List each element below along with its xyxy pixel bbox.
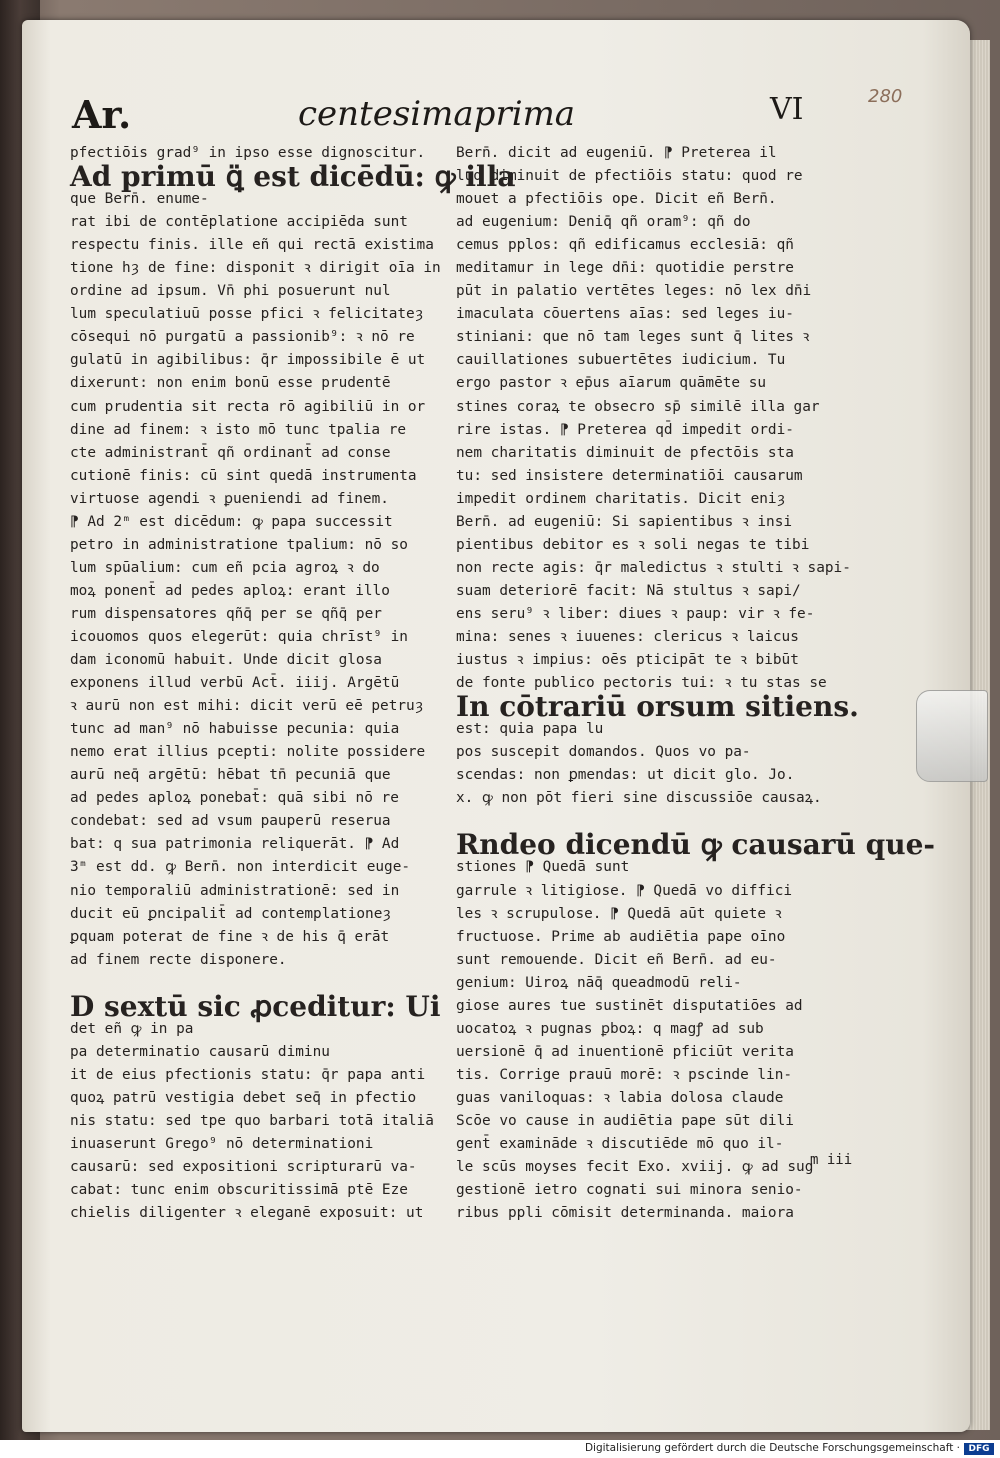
text-line: quoꝝ patrū vestigia debet seq̄ in pfectio <box>70 1089 417 1106</box>
header-folio: VI <box>770 92 804 127</box>
text-line: Ad primū ꝗ̈ est dicēdū: ꝙ illa <box>70 160 516 194</box>
dfg-logo: DFG <box>964 1443 994 1455</box>
text-line: it de eius pfectionis statu: q̄r papa anti <box>70 1066 426 1083</box>
text-line: genium: Uiroꝝ nāq̄ queadmodū reli- <box>456 974 742 991</box>
text-line: In cōtrariū orsum sitiens. <box>456 690 859 724</box>
text-line: ens seru⁹ ꝛ liber: diues ꝛ paup: vir ꝛ fe- <box>456 605 815 622</box>
text-line: condebat: sed ad vsum pauperū reserua <box>70 813 391 830</box>
text-line: non recte agis: q̄r maledictus ꝛ stulti ꝛ sapi- <box>456 559 851 576</box>
text-line: imaculata cōuertens aīas: sed leges iu- <box>456 306 794 323</box>
header-left: Ar. <box>72 92 132 137</box>
text-line: de fonte publico pectoris tui: ꝛ tu stas se <box>456 675 827 692</box>
text-line: exponens illud verbū Act̄. iiij. Argētū <box>70 675 400 692</box>
text-line: rat ibi de contēplatione accipiēda sunt <box>70 214 408 231</box>
text-line: cum prudentia sit recta rō agibiliū in or <box>70 398 426 415</box>
text-line: petro in administratione tpalium: nō so <box>70 536 408 553</box>
text-line: tunc ad man⁹ nō habuisse pecunia: quia <box>70 721 400 738</box>
text-line: guas vaniloquas: ꝛ labia dolosa claude <box>456 1089 784 1106</box>
text-line: tis. Corrige prauū morē: ꝛ pscinde lin- <box>456 1066 793 1083</box>
text-line: x. ꝙ non pōt fieri sine discussiōe causaꝝ. <box>456 790 822 807</box>
text-line: icouomos quos elegerūt: quia chrīst⁹ in <box>70 628 408 645</box>
text-line: sunt remouende. Dicit eñ Bern̄. ad eu- <box>456 951 777 968</box>
text-line: Scōe vo cause in audiētia pape sūt dili <box>456 1112 794 1129</box>
text-line: ꝑquam poterat de fine ꝛ de his q̄ erāt <box>70 928 390 945</box>
text-line: pos suscepit domandos. Quos vo pa- <box>456 744 751 761</box>
text-line: virtuose agendi ꝛ ꝑueniendi ad finem. <box>70 490 389 507</box>
text-line: uocatoꝝ ꝛ pugnas ꝑboꝝ: q magꝭ ad sub <box>456 1020 764 1037</box>
text-line: gestionē ietro cognati sui minora senio- <box>456 1182 803 1199</box>
text-line: cemus pplos: qñ edificamus ecclesiā: qñ <box>456 237 794 254</box>
text-line: ꝛ aurū non est mihi: dicit verū eē petruȝ <box>70 698 424 715</box>
text-line: pientibus debitor es ꝛ soli negas te tibi <box>456 536 810 553</box>
signature-mark: m iii <box>810 1152 853 1168</box>
text-line: causarū: sed expositioni scripturarū va- <box>70 1159 417 1176</box>
text-line: nio temporaliū administrationē: sed in <box>70 882 400 899</box>
text-line: 3ᵐ est dd. ꝙ Bern̄. non interdicit euge- <box>70 859 411 876</box>
text-line: lum speculatiuū posse pfici ꝛ felicitateȝ <box>70 306 424 323</box>
text-line: stiones ⁋ Quedā sunt <box>456 859 630 876</box>
footer-credit: Digitalisierung gefördert durch die Deutsche Forschungsgemeinschaft · <box>584 1442 960 1454</box>
header-title: centesimaprima <box>298 94 576 134</box>
text-line: fructuose. Prime ab audiētia pape oīno <box>456 928 786 945</box>
text-line: meditamur in lege dn̄i: quotidie perstre <box>456 260 794 277</box>
text-line: inuaserunt Grego⁹ nō determinationi <box>70 1136 374 1153</box>
text-line: pūt in palatio vertētes leges: nō lex dn̄i <box>456 283 812 300</box>
text-line: pa determinatio causarū diminu <box>70 1043 330 1060</box>
text-line: D sextū sic ꝓceditur: Ui <box>70 989 441 1023</box>
text-line: dam iconomū habuit. Unde dicit glosa <box>70 652 382 669</box>
text-line: mina: senes ꝛ iuuenes: clericus ꝛ laicus <box>456 628 799 645</box>
text-line: est: quia papa lu <box>456 721 604 738</box>
text-line: nis statu: sed tpe quo barbari totā italiā <box>70 1112 434 1129</box>
text-line: suam deteriorē facit: Nā stultus ꝛ sapi/ <box>456 582 801 599</box>
text-line: cabat: tunc enim obscuritissimā ptē Eze <box>70 1182 408 1199</box>
text-line: lum spūalium: cum eñ pcia agroꝝ ꝛ do <box>70 559 380 576</box>
text-line: cauillationes subuertētes iudicium. Tu <box>456 352 786 369</box>
text-line: cōsequi nō purgatū a passionib⁹: ꝛ nō re <box>70 329 415 346</box>
text-line: ad finem recte disponere. <box>70 951 287 968</box>
text-line: que Bern̄. enume- <box>70 191 209 208</box>
text-line: cte administrant̄ qñ ordinant̄ ad conse <box>70 444 391 461</box>
text-line: ⁋ Ad 2ᵐ est dicēdum: ꝙ papa successit <box>70 513 393 530</box>
page-clip <box>916 690 988 782</box>
text-line: les ꝛ scrupulose. ⁋ Quedā aūt quiete ꝛ <box>456 905 782 922</box>
text-line: dine ad finem: ꝛ isto mō tunc tpalia re <box>70 421 407 438</box>
handwritten-folio-note: 280 <box>868 86 903 107</box>
text-line: pfectiōis grad⁹ in ipso esse dignoscitur. <box>70 145 426 161</box>
text-line: ergo pastor ꝛ ep̄us aīarum quāmēte su <box>456 375 767 392</box>
text-line: giose aures tue sustinēt disputatiōes ad <box>456 997 803 1014</box>
text-line: le scūs moyses fecit Exo. xviij. ꝙ ad sug <box>456 1159 814 1176</box>
text-line: tu: sed insistere determinatiōi causarum <box>456 467 803 484</box>
text-line: lud diminuit de pfectiōis statu: quod re <box>456 168 803 185</box>
text-column-left <box>70 142 516 1225</box>
text-line: mouet a pfectiōis ope. Dicit eñ Bern̄. <box>456 191 777 208</box>
text-line: stines coraꝝ te obsecro sp̄ similē illa gar <box>456 398 820 415</box>
text-line: rire istas. ⁋ Preterea qd̄ impedit ordi- <box>456 421 794 438</box>
text-line: ordine ad ipsum. Vn̄ phi posuerunt nul <box>70 283 391 300</box>
text-line: cutionē finis: cū sint quedā instrumenta <box>70 467 417 484</box>
text-line: impedit ordinem charitatis. Dicit eniȝ <box>456 490 786 507</box>
text-line: nemo erat illius pcepti: nolite possidere <box>70 744 426 761</box>
text-line: ribus ppli cōmisit determinanda. maiora <box>456 1205 794 1222</box>
text-line: gent̄ examināde ꝛ discutiēde mō quo il- <box>456 1136 784 1153</box>
text-line: nem charitatis diminuit de pfectōis sta <box>456 444 794 461</box>
text-line: chielis diligenter ꝛ eleganē exposuit: ut <box>70 1205 424 1222</box>
text-line: garrule ꝛ litigiose. ⁋ Quedā vo diffici <box>456 882 793 899</box>
text-line: det eñ ꝙ in pa <box>70 1020 194 1037</box>
text-line: Rndeo dicendū ꝙ causarū que- <box>456 828 936 862</box>
text-line: iustus ꝛ impius: oēs pticipāt te ꝛ bibūt <box>456 652 799 669</box>
running-header <box>0 86 1000 142</box>
text-line: ad eugenium: Deniq̄ qñ oram⁹: qñ do <box>456 214 751 231</box>
text-line: stiniani: que nō tam leges sunt q̄ lites ꝛ <box>456 329 810 346</box>
text-line: respectu finis. ille eñ qui rectā existima <box>70 237 434 254</box>
text-line: bat: q sua patrimonia reliquerāt. ⁋ Ad <box>70 836 400 853</box>
text-line: moꝝ ponent̄ ad pedes aploꝝ: erant illo <box>70 582 390 599</box>
text-line: gulatū in agibilibus: q̄r impossibile ē ut <box>70 352 426 369</box>
text-line: Bern̄. ad eugeniū: Si sapientibus ꝛ insi <box>456 513 793 530</box>
text-line: Bern̄. dicit ad eugeniū. ⁋ Preterea il <box>456 145 777 161</box>
text-line: ducit eū ꝑncipalit̄ ad contemplationeȝ <box>70 905 392 922</box>
text-line: uersionē q̄ ad inuentionē pficiūt verita <box>456 1043 794 1060</box>
text-line: dixerunt: non enim bonū esse prudentē <box>70 375 391 392</box>
text-line: scendas: non ꝑmendas: ut dicit glo. Jo. <box>456 767 795 784</box>
text-line: ad pedes aploꝝ ponebat̄: quā sibi nō re <box>70 790 399 807</box>
text-line: aurū neq̄ argētū: hēbat tn̄ pecuniā que <box>70 767 391 784</box>
text-line: tione hȝ de fine: disponit ꝛ dirigit oīa in <box>70 260 441 277</box>
text-line: rum dispensatores qñq̄ per se qñq̄ per <box>70 605 382 622</box>
